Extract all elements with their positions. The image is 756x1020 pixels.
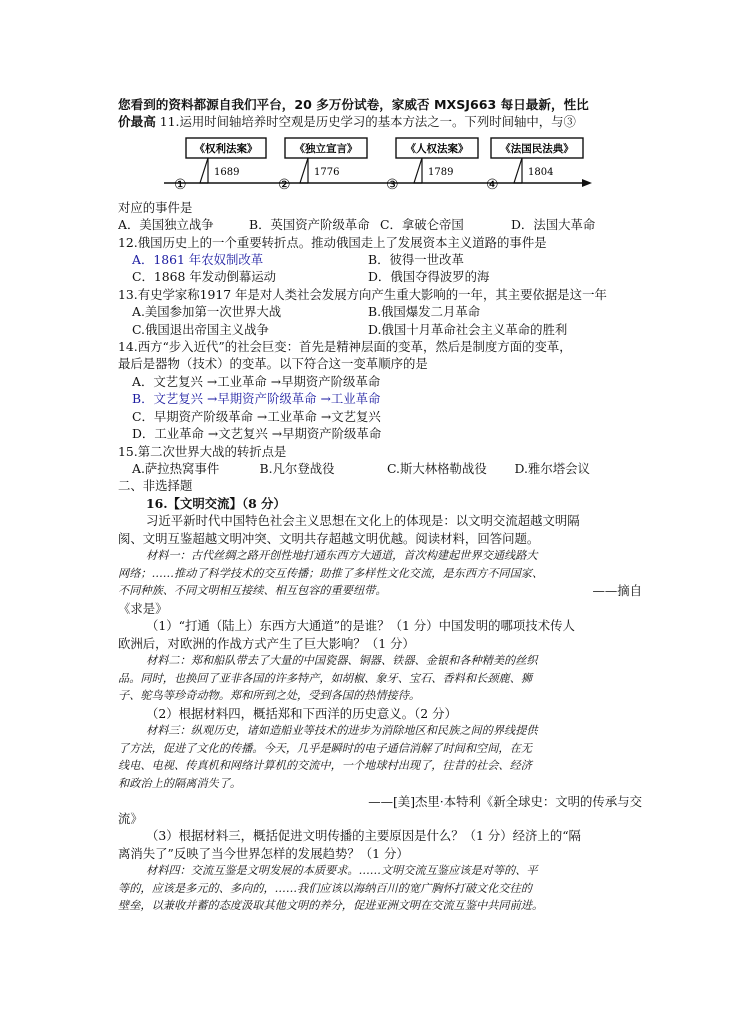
timeline-year-1: 1689 [214, 166, 240, 178]
timeline-year-3: 1789 [428, 166, 454, 178]
q11-stem: 11.运用时间轴培养时空观是历史学习的基本方法之一。下列时间轴中，与③ [159, 114, 576, 130]
timeline-marker-3: ③ [386, 176, 399, 193]
q12-options-row1 [118, 251, 642, 268]
subq-3-line-2: 离消失了”反映了当今世界怎样的发展趋势？（1 分） [118, 845, 409, 861]
timeline-figure [118, 135, 642, 197]
timeline-marker-2: ② [278, 176, 291, 193]
timeline-marker-4: ④ [486, 176, 499, 193]
timeline-marker-1: ① [174, 176, 187, 193]
q12-option-a: A．1861 年农奴制改革 [132, 252, 264, 268]
q13-options-row2 [118, 321, 642, 338]
q12-options-row2 [118, 268, 642, 285]
q15-option-a: A.萨拉热窝事件 [132, 460, 220, 476]
timeline-svg [164, 135, 594, 197]
timeline-label-2: 《独立宣言》 [294, 142, 358, 155]
q11-stem-line [118, 113, 642, 130]
q14-option-b: B．文艺复兴 →早期资产阶级革命 →工业革命 [132, 391, 381, 407]
timeline-label-3: 《人权法案》 [405, 142, 469, 155]
q11-cont: 对应的事件是 [118, 199, 193, 215]
timeline-year-4: 1804 [528, 166, 554, 178]
q12-option-d: D．俄国夺得波罗的海 [368, 269, 490, 285]
q15-options [118, 460, 642, 477]
subq-1-line-1: （1）“打通（陆上）东西方大通道”的是谁？（1 分）中国发明的哪项技术传人 [146, 618, 575, 634]
timeline-label-1: 《权利法案》 [194, 142, 258, 155]
q15-stem: 15.第二次世界大战的转折点是 [118, 443, 287, 459]
timeline-arrow [582, 179, 592, 187]
material-2-line-1: 材料二：郑和船队带去了大量的中国瓷器、铜器、铁器、金银和各种精美的丝织 [146, 653, 538, 667]
document-page [118, 96, 642, 915]
material-1-text-3: 不同种族、不同文明相互接续、相互包容的重要纽带。 [118, 584, 387, 598]
q15-option-b: B.凡尔登战役 [259, 460, 335, 476]
q16-title: 16.【文明交流】（8 分） [146, 495, 286, 511]
q15-option-d: D.雅尔塔会议 [514, 460, 590, 476]
timeline-label-4: 《法国民法典》 [500, 142, 574, 155]
q12-option-c: C．1868 年发动倒幕运动 [132, 269, 277, 285]
q14-option-c: C．早期资产阶级革命 →工业革命 →文艺复兴 [132, 408, 381, 424]
q12-stem: 12.俄国历史上的一个重要转折点。推动俄国走上了发展资本主义道路的事件是 [118, 234, 547, 250]
q13-stem: 13.有史学家称1917 年是对人类社会发展方向产生重大影响的一年，其主要依据是这一年 [118, 286, 607, 302]
subq-1-line-2: 欧洲后，对欧洲的作战方式产生了巨大影响？（1 分） [118, 635, 415, 651]
material-1-line-2: 网络；……推动了科学技术的交互传播；助推了多样性文化交流，是东西方不同国家、 [118, 566, 544, 580]
material-3-line-4: 和政治上的隔离消失了。 [118, 776, 242, 790]
header-ad-line: 您看到的资料都源自我们平台，20 多万份试卷，家威否 MXSJ663 每日最新，性比 [118, 97, 589, 112]
q14-option-a: A．文艺复兴 →工业革命 →早期资产阶级革命 [132, 373, 381, 389]
q13-option-d: D.俄国十月革命社会主义革命的胜利 [368, 321, 568, 337]
q13-option-a: A.美国参加第一次世界大战 [132, 304, 282, 320]
q11-option-b: B．英国资产阶级革命 [249, 217, 370, 233]
material-3-line-3: 线电、电视、传真机和网络计算机的交流中，一个地球村出现了，往昔的社会、经济 [118, 759, 532, 773]
header-ad-tail: 价最高 [118, 114, 156, 130]
material-3-line-1: 材料三：纵观历史，诸如造船业等技术的进步为消除地区和民族之间的界线提供 [146, 724, 538, 738]
q11-option-d: D．法国大革命 [511, 217, 596, 233]
timeline-year-2: 1776 [314, 166, 340, 178]
q16-intro-2: 阂、文明互鉴超越文明冲突、文明共存超越文明优越。阅读材料，回答问题。 [118, 530, 540, 546]
q11-option-a: A．美国独立战争 [118, 217, 214, 233]
section-heading: 二、非选择题 [118, 478, 193, 494]
subq-2: （2）根据材料四，概括郑和下西洋的历史意义。（2 分） [146, 705, 457, 721]
material-1-line-3 [118, 582, 642, 600]
material-3-line-2: 了方法，促进了文化的传播。今天，几乎是瞬时的电子通信消解了时间和空间，在无 [118, 741, 532, 755]
material-2-line-3: 子、鸵鸟等珍奇动物。郑和所到之处，受到各国的热情接待。 [118, 689, 421, 703]
material-4-line-2: 等的，应该是多元的、多向的，……我们应该以海纳百川的宽广胸怀打破文化交往的 [118, 881, 532, 895]
subq-3-line-1: （3）根据材料三，概括促进文明传播的主要原因是什么？（1 分）经济上的“隔 [146, 828, 581, 844]
material-4-line-1: 材料四：交流互鉴是文明发展的本质要求。……文明交流互鉴应该是对等的、平 [146, 864, 538, 878]
q13-option-c: C.俄国退出帝国主义战争 [132, 321, 269, 337]
material-2-line-2: 品。同时，也换回了亚非各国的许多特产，如胡椒、象牙、宝石、香料和长颈鹿、狮 [118, 671, 532, 685]
material-1-line-1: 材料一：古代丝绸之路开创性地打通东西方大通道，首次构建起世界交通线路大 [146, 548, 538, 562]
material-3-source: ——[美]杰里·本特利《新全球史：文明的传承与交 [368, 793, 642, 809]
q14-stem-1: 14.西方“步入近代”的社会巨变：首先是精神层面的变革，然后是制度方面的变革， [118, 339, 572, 355]
material-1-source-2: 《求是》 [118, 600, 168, 616]
material-3-source-2: 流》 [118, 810, 143, 826]
q14-option-d: D．工业革命 →文艺复兴 →早期资产阶级革命 [132, 426, 382, 442]
q16-intro-1: 习近平新时代中国特色社会主义思想在文化上的体现是：以文明交流超越文明隔 [146, 513, 580, 529]
q11-options [118, 216, 642, 233]
material-4-line-3: 壁垒，以兼收并蓄的态度汲取其他文明的养分，促进亚洲文明在交流互鉴中共同前进。 [118, 899, 544, 913]
q12-option-b: B．彼得一世改革 [368, 252, 464, 268]
material-1-source: ——摘自 [592, 583, 642, 599]
q15-option-c: C.斯大林格勒战役 [387, 460, 487, 476]
q13-options-row1 [118, 303, 642, 320]
q14-stem-2: 最后是器物（技术）的变革。以下符合这一变革顺序的是 [118, 356, 428, 372]
q11-option-c: C．拿破仑帝国 [380, 217, 464, 233]
q13-option-b: B.俄国爆发二月革命 [368, 304, 481, 320]
